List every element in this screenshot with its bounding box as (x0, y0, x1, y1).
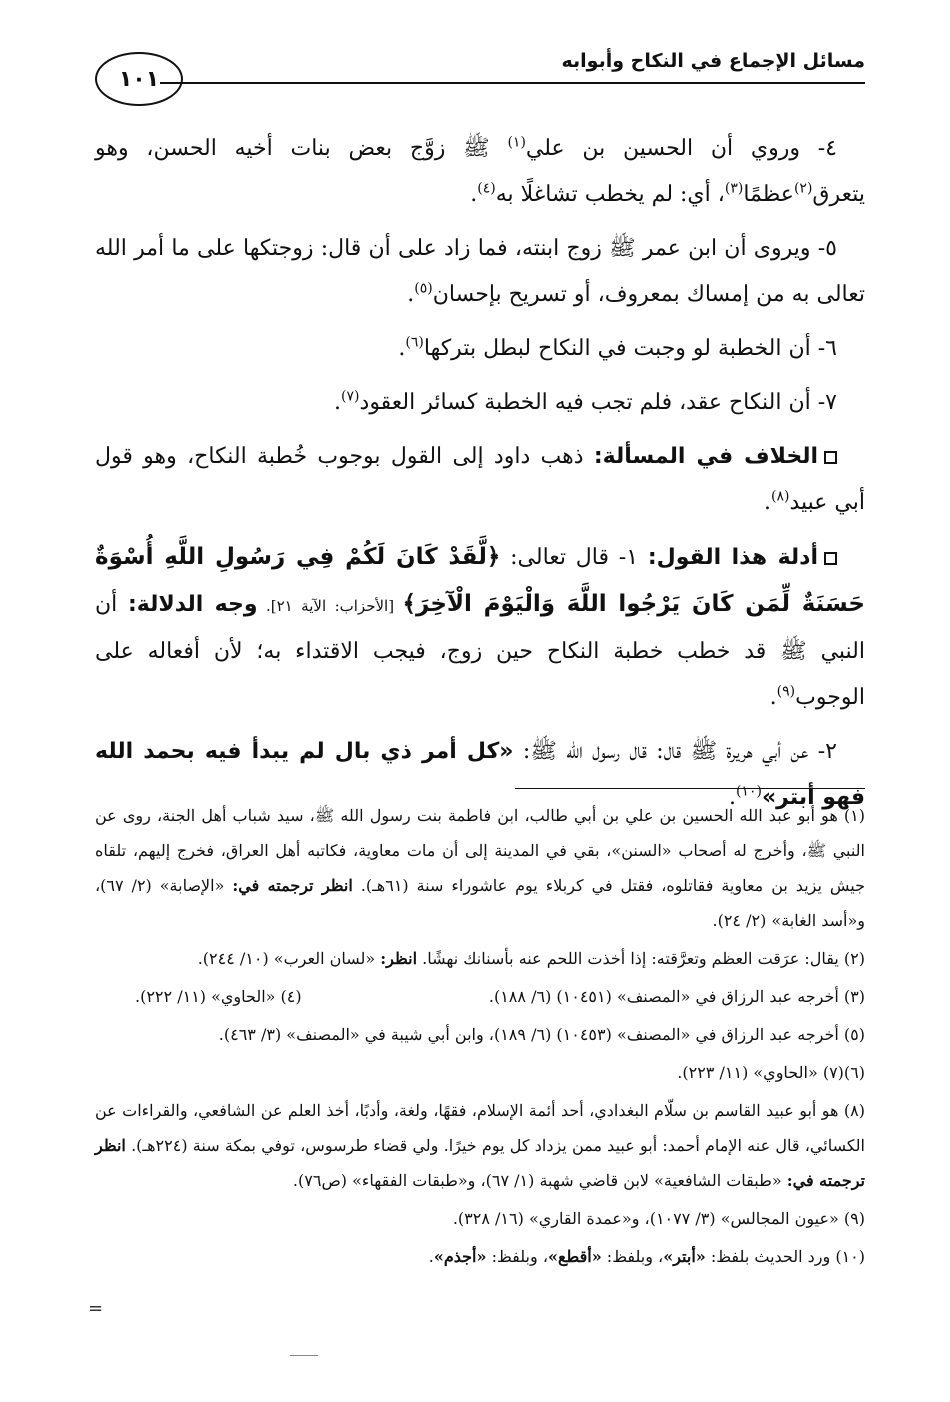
footnote-10 (95, 1239, 865, 1274)
footnote-ref[interactable]: (٣) (724, 180, 744, 197)
footnote-9: (٩) «عيون المجالس» (٣/ ١٠٧٧)، و«عمدة القاري» (١٦/ ٣٢٨). (452, 1209, 865, 1228)
footnote-ref[interactable]: (٤) (477, 180, 496, 197)
square-bullet-icon (824, 552, 837, 565)
text: «طبقات الشافعية» لابن قاضي شهبة (١/ ٦٧)، و«طبقات الفقهاء» (ص٧٦). (292, 1171, 787, 1190)
text: ٤- وروي أن الحسين بن علي (525, 136, 837, 161)
header-rule (160, 82, 865, 84)
footnote-6-7: (٦)(٧) «الحاوي» (١١/ ٢٢٣). (677, 1063, 865, 1082)
text: . (764, 490, 771, 515)
text: . (407, 282, 415, 307)
hadith-text: «كل أمر ذي بال لم يبدأ فيه بحمد الله فهو أبتر» (95, 739, 865, 810)
bold-text: انظر ترجمته في: (95, 1136, 865, 1190)
text: . (728, 785, 736, 810)
footnote-2 (95, 941, 865, 976)
footnote-8 (95, 1093, 865, 1198)
text: ٦- أن الخطبة لو وجبت في النكاح لبطل بتركها (423, 336, 837, 361)
section-heading: أدلة هذا القول: (647, 545, 819, 570)
footnote-1 (95, 798, 865, 938)
bold-text: «أبتر» (663, 1247, 706, 1266)
text: (٢) يقال: عرَقت العظم وتعرَّقته: إذا أخذت اللحم عنه بأسنانك نهشًا. (417, 949, 865, 968)
footnote-separator (515, 788, 865, 789)
text: . (769, 685, 777, 710)
paragraph-5 (95, 226, 865, 318)
text: «لسان العرب» (١٠/ ٢٤٤). (197, 949, 381, 968)
footnote-ref[interactable]: (٦) (405, 334, 424, 351)
text: ذهب داود إلى القول بوجوب خُطبة النكاح، وهو قول أبي عبيد (95, 444, 865, 515)
text: «الإصابة» (٢/ ٦٧)، و«أسد الغابة» (٢/ ٢٤). (95, 876, 865, 930)
text: ، وبلفظ: (486, 1247, 548, 1266)
paragraph-7 (95, 380, 865, 426)
section-heading: الخلاف في المسألة: (593, 444, 819, 469)
text: ٧- أن النكاح عقد، فلم تجب فيه الخطبة كسائر العقود (359, 390, 837, 415)
bold-text: انظر: (380, 949, 418, 968)
text: ، وبلفظ: (601, 1247, 664, 1266)
text: . (398, 336, 406, 361)
text: . (470, 182, 478, 207)
text: (٨) هو أبو عبيد القاسم بن سلّام البغدادي، أحد أئمة الإسلام، فقهًا، ولغة، وأدبًا، أخذ العلم عن الشافعي، والقراءات عن الكسائي، قال عنه الإمام أحمد: أبو عبيد ممن يزداد كل يوم خيرًا. ولي قضاء طرسوس، توفي بمكة سنة (٢٢٤هـ). (95, 1101, 865, 1155)
text: ٢- عن أبي هريرة ﷺ قال: قال رسول الله ﷺ: (513, 739, 837, 764)
text: ، أي: لم يخطب تشاغلًا به (495, 182, 725, 207)
quran-verse: ﴿لَّقَدْ كَانَ لَكُمْ فِي رَسُولِ اللَّهِ أُسْوَةٌ حَسَنَةٌ لِّمَن كَانَ يَرْجُوا اللَّهَ وَالْيَوْمَ الْآخِرَ﴾ (95, 544, 866, 617)
footnote-ref[interactable]: (٥) (414, 280, 433, 297)
footnotes (95, 798, 865, 1277)
bold-text: «أجذم» (433, 1247, 487, 1266)
text: ١- قال تعالى: (500, 545, 648, 570)
page-header (95, 38, 865, 108)
paragraph-khilaf (95, 434, 865, 526)
text: . (334, 390, 342, 415)
text: عظمًا (743, 182, 794, 207)
text: أن النبي ﷺ قد خطب خطبة النكاح حين زوج، فيجب الاقتداء به؛ لأن أفعاله على الوجوب (95, 592, 865, 710)
footnote-ref[interactable]: (٩) (776, 683, 796, 700)
footnote-4: (٤) «الحاوي» (١١/ ٢٢٢). (135, 987, 302, 1006)
footnote-ref[interactable]: (٧) (341, 388, 360, 405)
footnote-ref[interactable]: (٢) (793, 180, 813, 197)
page-number: ١٠١ (95, 52, 183, 106)
footnote-5: (٥) أخرجه عبد الرزاق في «المصنف» (١٠٤٥٣) (٦/ ١٨٩)، وابن أبي شيبة في «المصنف» (٣/ ٤٦٣). (218, 1025, 865, 1044)
footnote-3: (٣) أخرجه عبد الرزاق في «المصنف» (١٠٤٥١) (٦/ ١٨٨). (488, 987, 865, 1006)
square-bullet-icon (824, 451, 837, 464)
verse-reference: [الأحزاب: الآية ٢١]. (257, 597, 403, 615)
bold-text: انظر ترجمته في: (232, 876, 353, 895)
text: (١٠) ورد الحديث بلفظ: (705, 1247, 865, 1266)
footnote-ref[interactable]: (٨) (771, 488, 790, 505)
paragraph-4 (95, 126, 865, 218)
paragraph-adilla (95, 534, 865, 721)
inline-heading: وجه الدلالة: (127, 592, 258, 617)
text: . (428, 1247, 434, 1266)
paragraph-6 (95, 326, 865, 372)
text: (١) هو أبو عبد الله الحسين بن علي بن أبي طالب، ابن فاطمة بنت رسول الله ﷺ، سيد شباب أهل الجنة، روى عن النبي ﷺ، وأخرج له أصحاب «السنن»، بقي في المدينة إلى أن مات معاوية، فكاتبه أهل العراق، فخرج إليهم، تلقاه جيش يزيد بن معاوية فقاتلوه، فقتل في كربلاء يوم عاشوراء سنة (٦١هـ). (95, 806, 866, 895)
footnote-ref[interactable]: (١٠) (735, 783, 762, 800)
text: ٥- ويروى أن ابن عمر ﷺ زوج ابنته، فما زاد على أن قال: زوجتكها على ما أمر الله تعالى به من إمساك بمعروف، أو تسريح بإحسان (95, 236, 865, 307)
footnote-ref[interactable]: (١) (507, 134, 526, 151)
stray-line (290, 1355, 318, 1356)
stray-mark: = (88, 1298, 104, 1319)
main-text (95, 126, 865, 829)
bold-text: «أقطع» (547, 1247, 602, 1266)
running-title: مسائل الإجماع في النكاح وأبوابه (561, 50, 865, 72)
text: ﷺ زوَّج بعض بنات أخيه الحسن، وهو يتعرق (95, 136, 865, 207)
footnote-row (95, 979, 865, 1014)
